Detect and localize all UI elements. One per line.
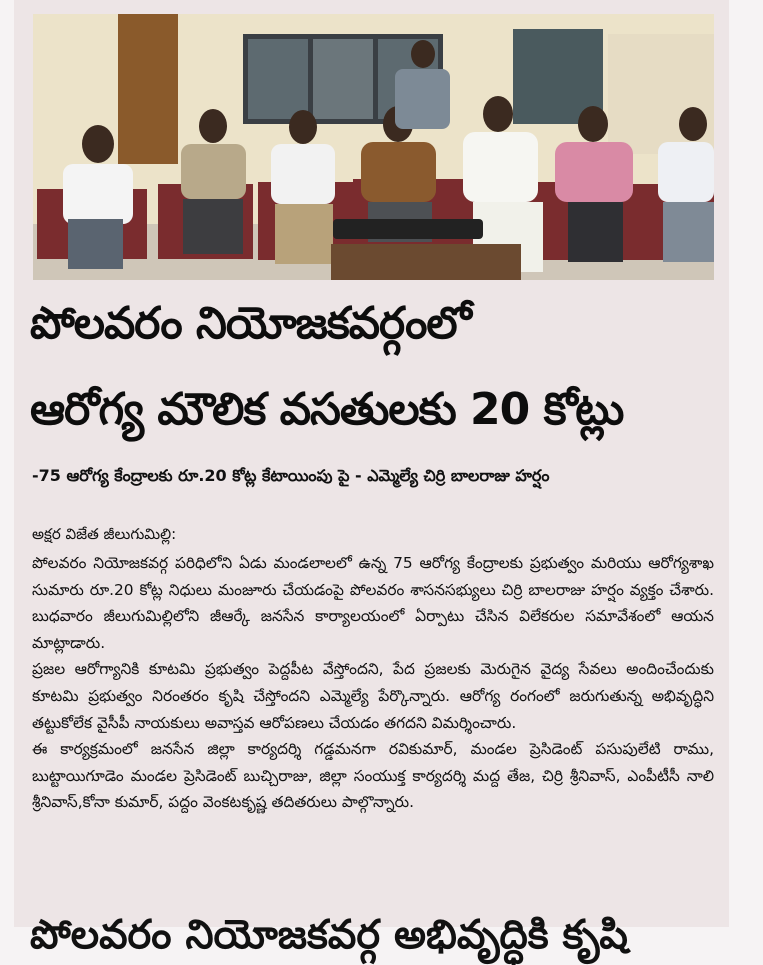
paragraph-1: పోలవరం నియోజకవర్గ పరిధిలోని ఏడు మండలాలలో ఉన్న 75 ఆరోగ్య కేంద్రాలకు ప్రభుత్వం మరియు ఆరోగ్యశాఖ సుమారు రూ.20 కోట్ల నిధులు మంజూరు చేయడంపై పోలవరం శాసనసభ్యులు చిర్రి బాలరాజు హర్షం వ్యక్తం చేశారు. బుధవారం జీలుగుమిల్లిలోని జీఆర్కే జనసేన కార్యాలయంలో ఏర్పాటు చేసిన విలేకరుల సమావేశంలో ఆయన మాట్లాడారు. — [32, 554, 714, 652]
photo-illustration — [33, 14, 714, 280]
headline-line-1: పోలవరం నియోజకవర్గంలో — [30, 298, 471, 349]
press-meet-photo — [33, 14, 714, 280]
next-article-headline: పోలవరం నియోజకవర్గ అభివృద్ధికి కృషి — [30, 912, 628, 958]
paragraph-2: ప్రజల ఆరోగ్యానికి కూటమి ప్రభుత్వం పెద్దపీట వేస్తోందని, పేద ప్రజలకు మెరుగైన వైద్య సేవలు అందించేందుకు కూటమి ప్రభుత్వం నిరంతరం కృషి చేస్తోందని ఎమ్మెల్యే పేర్కొన్నారు. ఆరోగ్య రంగంలో జరుగుతున్న అభివృద్ధిని తట్టుకోలేక వైసీపీ నాయకులు అవాస్తవ ఆరోపణలు చేయడం తగదని విమర్శించారు. — [32, 660, 714, 732]
paragraph-3: ఈ కార్యక్రమంలో జనసేన జిల్లా కార్యదర్శి గడ్డమనగా రవికుమార్, మండల ప్రెసిడెంట్ పసుపులేటి రాము, బుట్టాయిగూడెం మండల ప్రెసిడెంట్ బుచ్చిరాజు, జిల్లా సంయుక్త కార్యదర్శి మద్ద తేజ, చిర్రి శ్రీనివాస్, ఎంపీటీసీ నాలి శ్రీనివాస్,కోనా కుమార్, పద్దం వెంకటకృష్ణ తదితరులు పాల్గొన్నారు. — [32, 740, 714, 812]
headline-line-2: ఆరోగ్య మౌలిక వసతులకు 20 కోట్లు — [30, 384, 624, 435]
subheadline: -75 ఆరోగ్య కేంద్రాలకు రూ.20 కోట్ల కేటాయింపు పై - ఎమ్మెల్యే చిర్రి బాలరాజు హర్షం — [32, 466, 550, 485]
article-body — [32, 550, 714, 816]
dateline: అక్షర విజేత జీలుగుమిల్లి: — [32, 525, 177, 543]
next-article-headline-cropped — [30, 905, 720, 958]
